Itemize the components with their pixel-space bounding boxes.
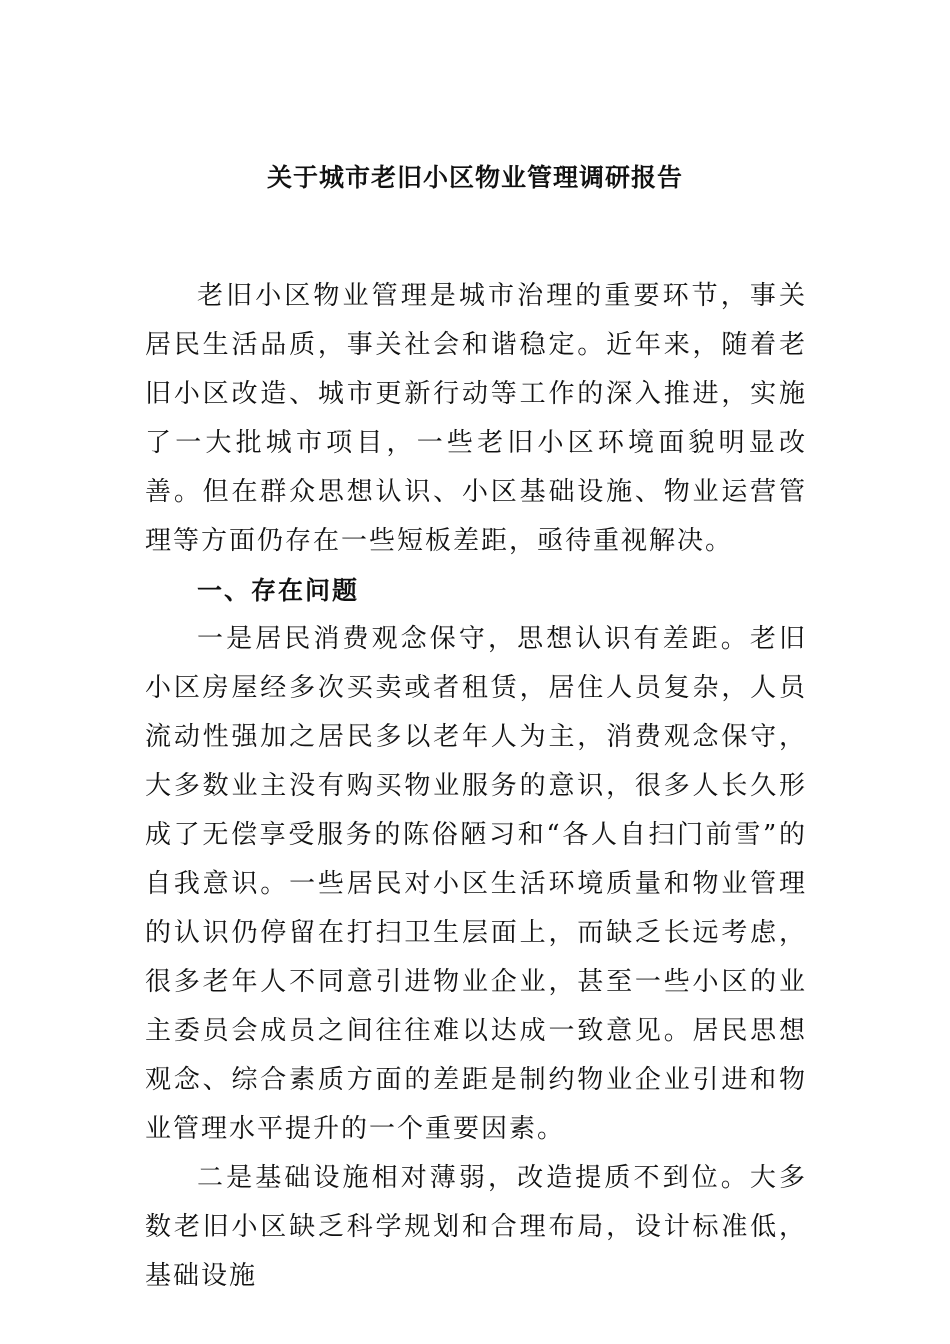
intro-paragraph: 老旧小区物业管理是城市治理的重要环节，事关居民生活品质，事关社会和谐稳定。近年来，随着老旧小区改造、城市更新行动等工作的深入推进，实施了一大批城市项目，一些老旧小区环境面貌明显改善。但在群众思想认识、小区基础设施、物业运营管理等方面仍存在一些短板差距，亟待重视解决。 [145,281,807,556]
paragraph-problem-1: 一是居民消费观念保守，思想认识有差距。老旧小区房屋经多次买卖或者租赁，居住人员复杂，人员流动性强加之居民多以老年人为主，消费观念保守，大多数业主没有购买物业服务的意识，很多人长久形成了无偿享受服务的陈俗陋习和“各人自扫门前雪”的自我意识。一些居民对小区生活环境质量和物业管理的认识仍停留在打扫卫生层面上，而缺乏长远考虑，很多老年人不同意引进物业企业，甚至一些小区的业主委员会成员之间往往难以达成一致意见。居民思想观念、综合素质方面的差距是制约物业企业引进和物业管理水平提升的一个重要因素。 [145,624,807,1144]
paragraph-problem-2: 二是基础设施相对薄弱，改造提质不到位。大多数老旧小区缺乏科学规划和合理布局，设计标准低，基础设施 [145,1163,807,1291]
document-title: 关于城市老旧小区物业管理调研报告 [266,163,683,192]
section-heading-problems: 一、存在问题 [197,576,360,605]
document-body [145,272,807,1301]
